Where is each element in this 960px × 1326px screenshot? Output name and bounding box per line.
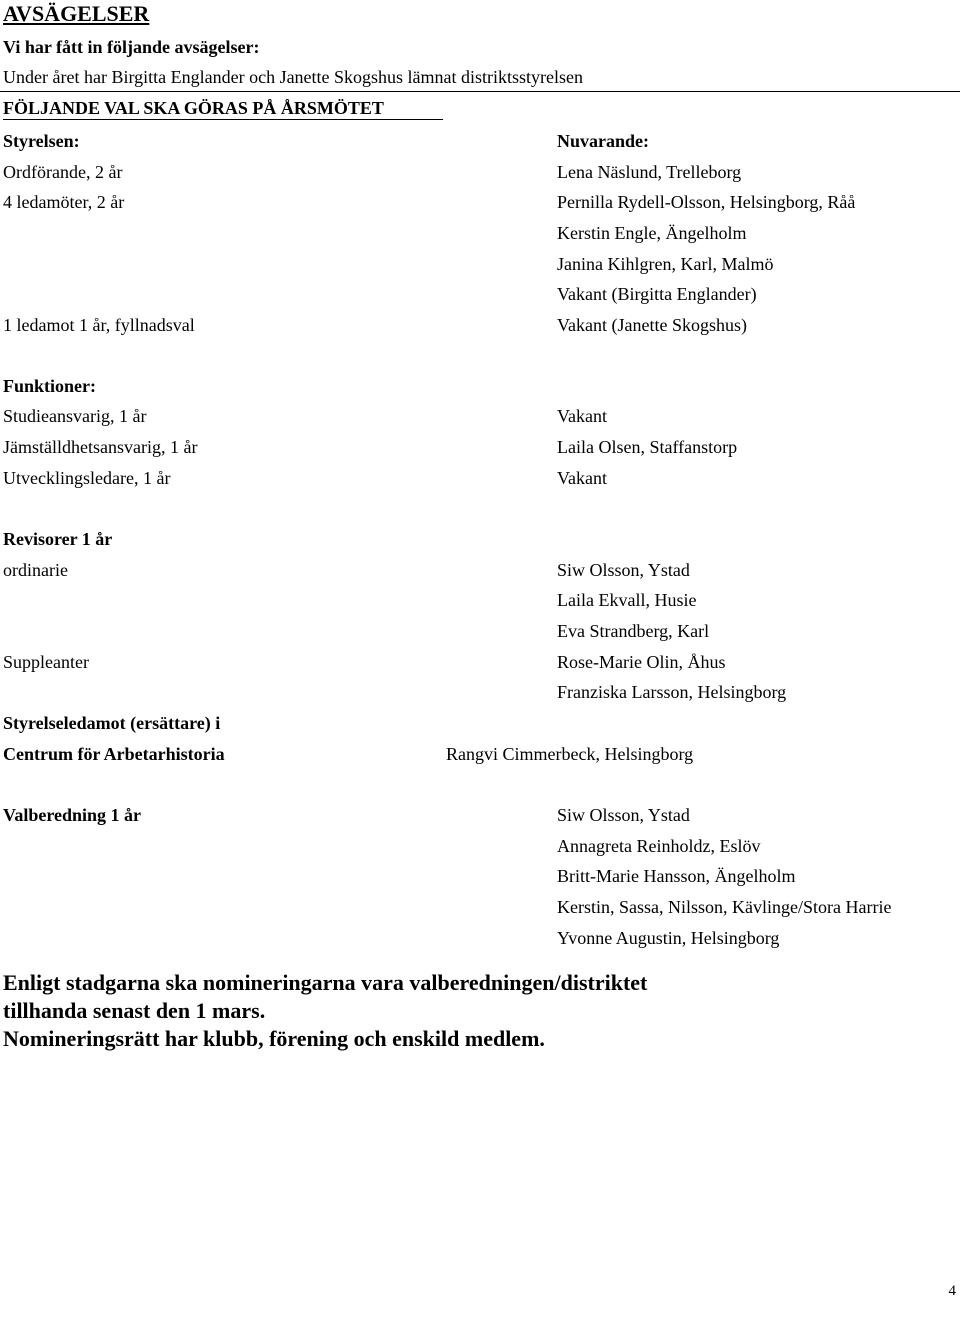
heading-underline (3, 119, 443, 120)
resignations-heading: AVSÄGELSER (3, 1, 150, 26)
board-name: Pernilla Rydell-Olsson, Helsingborg, Råå (557, 192, 856, 212)
footer-note-line: Nomineringsrätt har klubb, förening och enskild medlem. (3, 1026, 545, 1051)
auditors-ordinary-label: ordinarie (3, 560, 68, 580)
deputy-name: Franziska Larsson, Helsingborg (557, 682, 787, 702)
function-name: Vakant (557, 406, 607, 426)
board-role: 4 ledamöter, 2 år (3, 192, 125, 212)
auditor-name: Eva Strandberg, Karl (557, 621, 710, 641)
divider (0, 91, 960, 92)
function-name: Laila Olsen, Staffanstorp (557, 437, 738, 457)
auditor-name: Laila Ekvall, Husie (557, 590, 697, 610)
board-name: Kerstin Engle, Ängelholm (557, 223, 747, 243)
board-name: Vakant (Janette Skogshus) (557, 315, 747, 335)
board-label: Styrelsen: (3, 131, 80, 151)
board-name: Lena Näslund, Trelleborg (557, 162, 742, 182)
archive-name: Rangvi Cimmerbeck, Helsingborg (446, 744, 694, 764)
nomination-label: Valberedning 1 år (3, 805, 142, 825)
function-role: Studieansvarig, 1 år (3, 406, 147, 426)
board-name: Vakant (Birgitta Englander) (557, 284, 757, 304)
footer-note-line: Enligt stadgarna ska nomineringarna vara valberedningen/distriktet (3, 970, 648, 995)
nomination-name: Kerstin, Sassa, Nilsson, Kävlinge/Stora Harrie (557, 897, 892, 917)
archive-label-2: Centrum för Arbetarhistoria (3, 744, 225, 764)
resignations-text: Under året har Birgitta Englander och Janette Skogshus lämnat distriktsstyrelsen (3, 67, 584, 87)
board-role: Ordförande, 2 år (3, 162, 123, 182)
footer-note-line: tillhanda senast den 1 mars. (3, 998, 266, 1023)
functions-label: Funktioner: (3, 376, 97, 396)
nomination-name: Siw Olsson, Ystad (557, 805, 690, 825)
function-name: Vakant (557, 468, 607, 488)
function-role: Jämställdhetsansvarig, 1 år (3, 437, 198, 457)
archive-label: Styrelseledamot (ersättare) i (3, 713, 221, 733)
auditors-label: Revisorer 1 år (3, 529, 113, 549)
page-number: 4 (948, 1283, 956, 1299)
function-role: Utvecklingsledare, 1 år (3, 468, 171, 488)
elections-heading: FÖLJANDE VAL SKA GÖRAS PÅ ÅRSMÖTET (3, 98, 384, 118)
resignations-subheading: Vi har fått in följande avsägelser: (3, 37, 260, 57)
board-name: Janina Kihlgren, Karl, Malmö (557, 254, 774, 274)
nomination-name: Annagreta Reinholdz, Eslöv (557, 836, 761, 856)
nomination-name: Yvonne Augustin, Helsingborg (557, 928, 780, 948)
auditors-deputies-label: Suppleanter (3, 652, 89, 672)
current-label: Nuvarande: (557, 131, 650, 151)
auditor-name: Siw Olsson, Ystad (557, 560, 690, 580)
nomination-name: Britt-Marie Hansson, Ängelholm (557, 866, 796, 886)
board-role: 1 ledamot 1 år, fyllnadsval (3, 315, 195, 335)
deputy-name: Rose-Marie Olin, Åhus (557, 652, 726, 672)
